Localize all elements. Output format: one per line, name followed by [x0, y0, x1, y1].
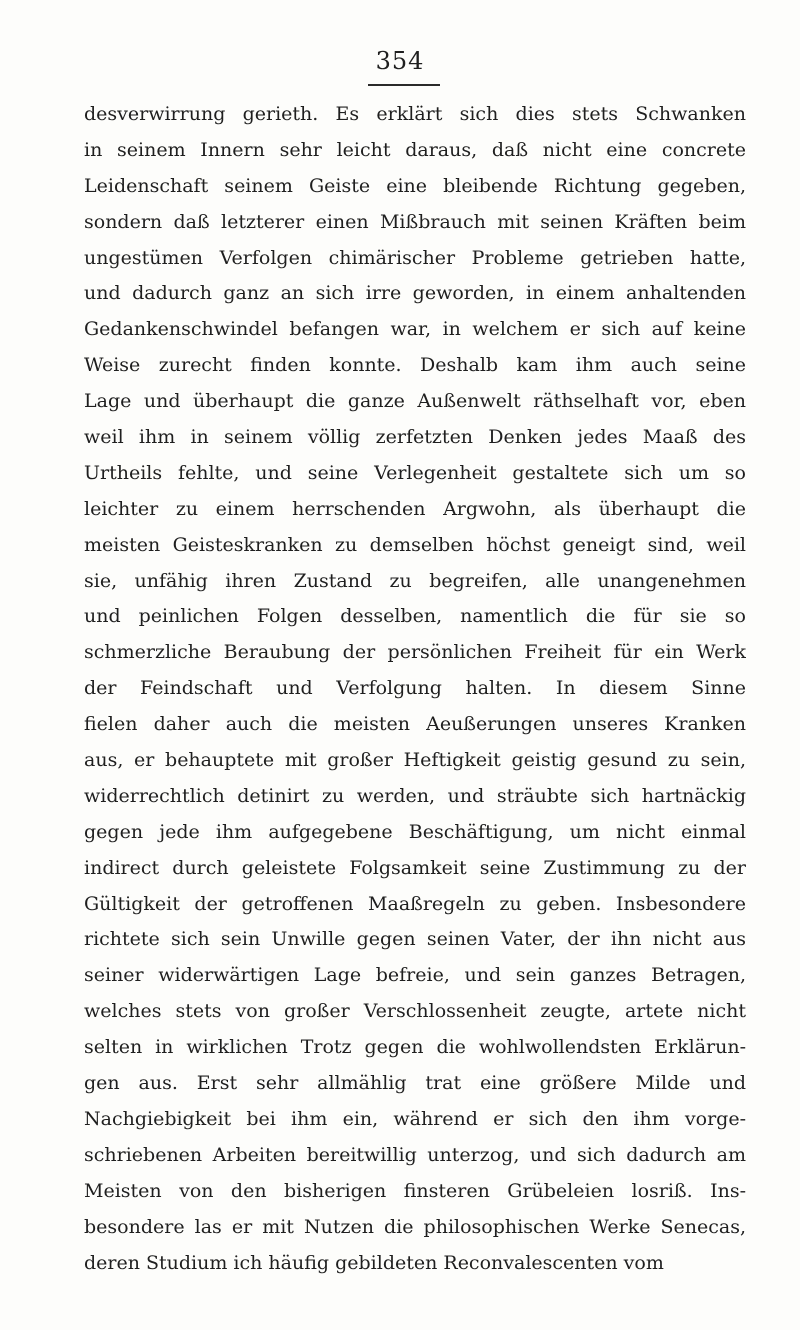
text-line: seiner widerwärtigen Lage befreie, und sein ganzes Betragen,	[84, 964, 746, 987]
text-line: gegen jede ihm aufgegebene Beschäftigung, um nicht einmal	[84, 820, 746, 843]
text-line: richtete sich sein Unwille gegen seinen Vater, der ihn nicht aus	[84, 928, 746, 951]
text-line: Weise zurecht finden konnte. Deshalb kam ihm auch seine	[84, 354, 746, 377]
text-line: der Feindschaft und Verfolgung halten. In diesem Sinne	[84, 677, 746, 700]
text-line: Nachgiebigkeit bei ihm ein, während er sich den ihm vorge-	[84, 1107, 746, 1130]
text-line: und peinlichen Folgen desselben, namentlich die für sie so	[84, 605, 746, 628]
text-line: schmerzliche Beraubung der persönlichen Freiheit für ein Werk	[84, 641, 746, 664]
text-line: desverwirrung gerieth. Es erklärt sich dies stets Schwanken	[84, 103, 746, 125]
text-line: weil ihm in seinem völlig zerfetzten Denken jedes Maaß des	[84, 426, 746, 449]
text-line: Meisten von den bisherigen finsteren Grübeleien losriß. Ins-	[84, 1179, 746, 1202]
text-line: widerrechtlich detinirt zu werden, und sträubte sich hartnäckig	[84, 784, 746, 807]
text-line: meisten Geisteskranken zu demselben höchst geneigt sind, weil	[84, 533, 746, 556]
text-line: in seinem Innern sehr leicht daraus, daß nicht eine concrete	[84, 138, 746, 161]
text-line: deren Studium ich häufig gebildeten Reconvalescenten vom	[84, 1251, 664, 1274]
text-line: Gültigkeit der getroffenen Maaßregeln zu geben. Insbesondere	[84, 892, 746, 915]
text-line: aus, er behauptete mit großer Heftigkeit geistig gesund zu sein,	[84, 749, 746, 772]
text-line: welches stets von großer Verschlossenheit zeugte, artete nicht	[84, 1000, 746, 1023]
text-line: gen aus. Erst sehr allmählig trat eine größere Milde und	[84, 1072, 746, 1095]
page-number: 354	[375, 47, 425, 75]
text-line: sondern daß letzterer einen Mißbrauch mit seinen Kräften beim	[84, 210, 746, 233]
text-line: schriebenen Arbeiten bereitwillig unterzog, und sich dadurch am	[84, 1143, 746, 1166]
text-line: Lage und überhaupt die ganze Außenwelt räthselhaft vor, eben	[84, 390, 746, 413]
text-line: selten in wirklichen Trotz gegen die wohlwollendsten Erklärun-	[84, 1036, 746, 1059]
text-line: und dadurch ganz an sich irre geworden, in einem anhaltenden	[84, 282, 746, 305]
text-line: fielen daher auch die meisten Aeußerungen unseres Kranken	[84, 713, 746, 736]
text-line: Gedankenschwindel befangen war, in welchem er sich auf keine	[84, 318, 746, 341]
text-line: leichter zu einem herrschenden Argwohn, als überhaupt die	[84, 497, 746, 520]
text-line: besondere las er mit Nutzen die philosophischen Werke Senecas,	[84, 1215, 746, 1238]
body-text	[84, 97, 746, 1281]
text-line: indirect durch geleistete Folgsamkeit seine Zustimmung zu der	[84, 856, 746, 879]
text-line: sie, unfähig ihren Zustand zu begreifen, alle unangenehmen	[84, 569, 746, 592]
page-number-rule	[368, 84, 440, 86]
text-line: Leidenschaft seinem Geiste eine bleibende Richtung gegeben,	[84, 174, 746, 197]
text-line: Urtheils fehlte, und seine Verlegenheit gestaltete sich um so	[84, 461, 746, 484]
text-line: ungestümen Verfolgen chimärischer Probleme getrieben hatte,	[84, 246, 746, 269]
